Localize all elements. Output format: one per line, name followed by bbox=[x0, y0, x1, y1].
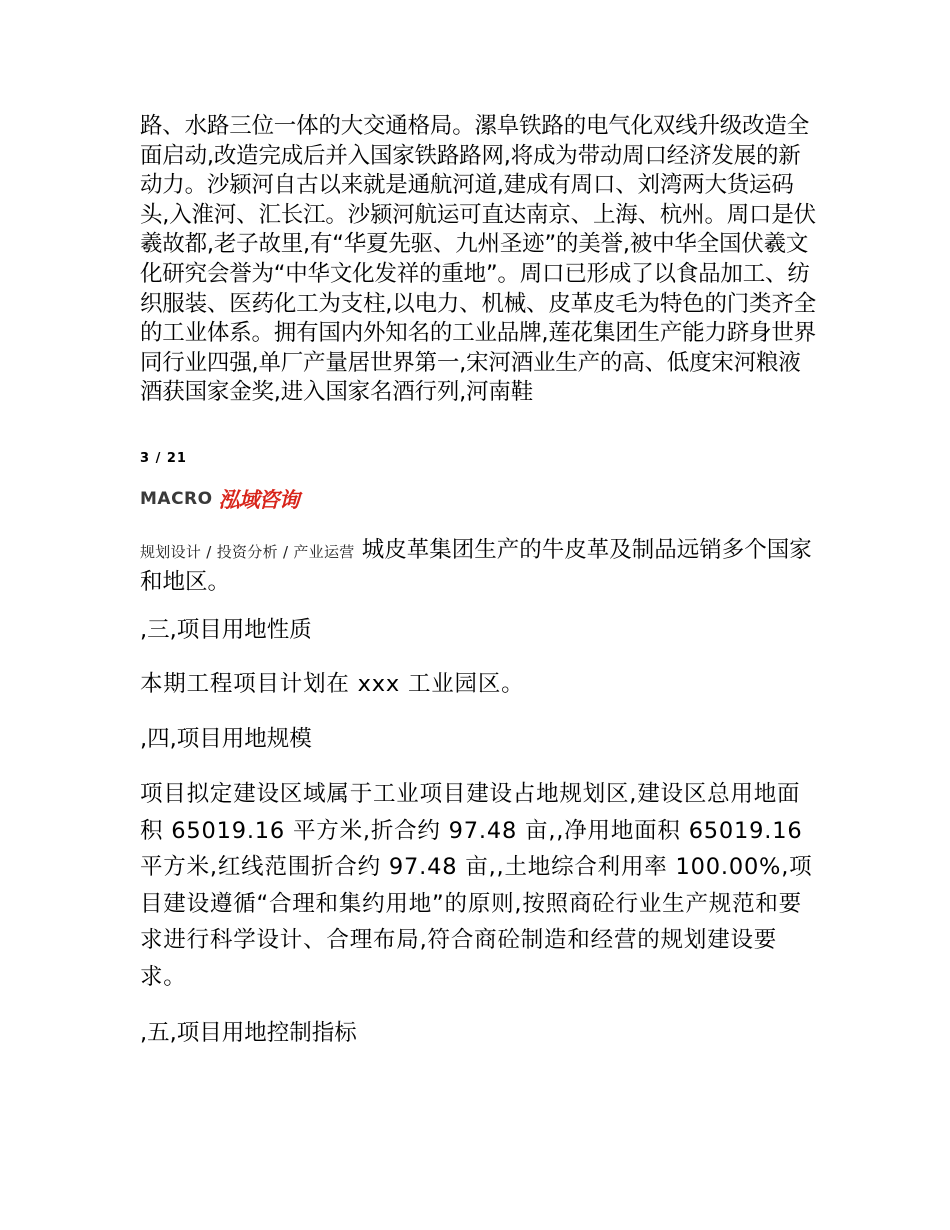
body-paragraph-leather: 城皮革集团生产的牛皮革及制品远销多个国家和地区。 bbox=[140, 537, 812, 595]
body-paragraph-transport: 路、水路三位一体的大交通格局。漯阜铁路的电气化双线升级改造全面启动,改造完成后并入国家铁路路网,将成为带动周口经济发展的新动力。沙颍河自古以来就是通航河道,建成有周口、刘湾两大货运码头,入淮河、汇长江。沙颍河航运可直达南京、上海、杭州。周口是伏羲故都,老子故里,有“华夏先驱、九州圣迹”的美誉,被中华全国伏羲文化研究会誉为“中华文化发祥的重地”。周口已形成了以食品加工、纺织服装、医药化工为支柱,以电力、机械、皮革皮毛为特色的门类齐全的工业体系。拥有国内外知名的工业品牌,莲花集团生产能力跻身世界同行业四强,单厂产量居世界第一,宋河酒业生产的高、低度宋河粮液酒获国家金奖,进入国家名酒行列,河南鞋 bbox=[140, 113, 816, 406]
logo-chinese-text: 泓域咨询 bbox=[218, 488, 299, 512]
header-continuation-block bbox=[140, 536, 820, 597]
company-logo bbox=[140, 486, 299, 512]
section-heading-land-control: ,五,项目用地控制指标 bbox=[140, 1020, 357, 1046]
section-heading-land-nature: ,三,项目用地性质 bbox=[140, 617, 312, 643]
logo-latin-text: MACRO bbox=[140, 489, 213, 509]
page-number: 3 / 21 bbox=[140, 451, 187, 466]
body-paragraph-land-location: 本期工程项目计划在 xxx 工业园区。 bbox=[140, 671, 525, 697]
section-heading-land-scale: ,四,项目用地规模 bbox=[140, 726, 312, 752]
header-tagline: 规划设计 / 投资分析 / 产业运营 bbox=[140, 543, 355, 561]
body-paragraph-land-scale: 项目拟定建设区域属于工业项目建设占地规划区,建设区总用地面积 65019.16 平方米,折合约 97.48 亩,,净用地面积 65019.16 平方米,红线范围折合约 97.48 亩,,土地综合利用率 100.00%,项目建设遵循“合理和集约用地”的原则,按照商砼行业生产规范和要求进行科学设计、合理布局,符合商砼制造和经营的规划建设要求。 bbox=[140, 781, 813, 990]
